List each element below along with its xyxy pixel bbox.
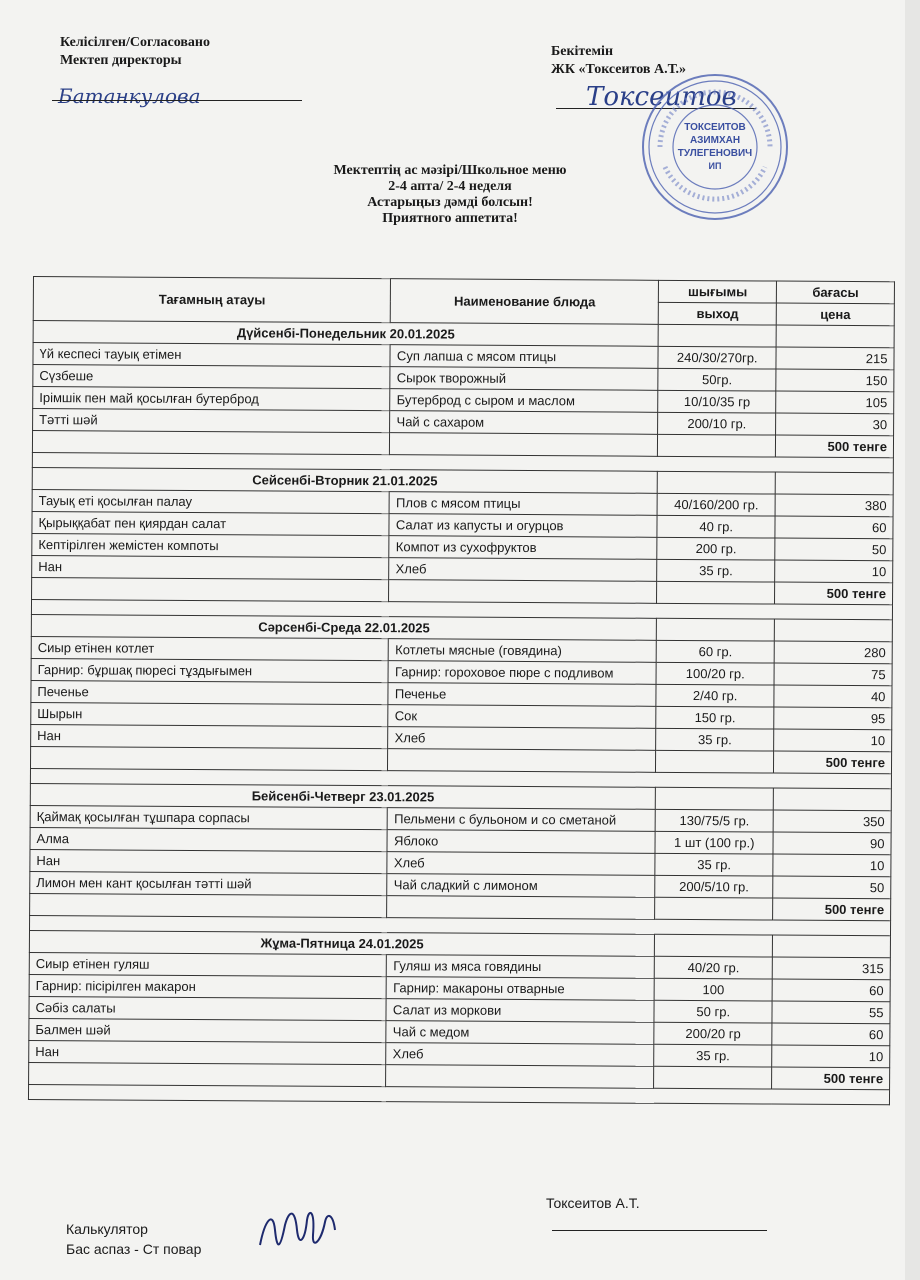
dish-name-kz: Тауық еті қосылған палау xyxy=(32,489,390,513)
empty-cell xyxy=(774,619,892,642)
dish-price: 215 xyxy=(776,347,894,370)
empty-cell xyxy=(656,787,774,810)
dish-price: 60 xyxy=(772,979,890,1002)
stamp-line-2: АЗИМХАН xyxy=(689,135,741,146)
dish-output: 100/20 гр. xyxy=(656,662,774,685)
empty-cell xyxy=(32,431,390,455)
dish-name-kz: Сәбіз салаты xyxy=(29,996,387,1020)
dish-name-kz: Сиыр етінен гуляш xyxy=(29,952,387,976)
agreed-label: Келісілген/Согласовано xyxy=(60,35,210,50)
dish-name-ru: Пельмени с бульоном и со сметаной xyxy=(388,808,656,832)
approval-block-left xyxy=(60,34,210,70)
empty-cell xyxy=(29,1062,387,1086)
empty-cell xyxy=(388,749,656,773)
dish-price: 90 xyxy=(773,832,891,855)
dish-name-kz: Қаймақ қосылған тұшпара сорпасы xyxy=(30,805,388,829)
dish-name-kz: Тәтті шәй xyxy=(33,409,391,433)
day-title: Жұма-Пятница 24.01.2025 xyxy=(29,930,654,956)
day-title: Сейсенбі-Вторник 21.01.2025 xyxy=(32,467,657,493)
title-line-2: 2-4 апта/ 2-4 неделя xyxy=(388,179,512,194)
dish-name-ru: Хлеб xyxy=(387,852,655,876)
cook-name: Токсеитов А.Т. xyxy=(546,1195,640,1211)
approved-label: Бекітемін xyxy=(551,44,614,59)
dish-name-ru: Сок xyxy=(388,705,656,729)
empty-cell xyxy=(655,934,773,957)
empty-cell xyxy=(386,1065,654,1089)
title-line-3: Астарыңыз дәмді болсын! xyxy=(367,195,533,210)
dish-name-kz: Сиыр етінен котлет xyxy=(31,636,389,660)
dish-name-kz: Шырын xyxy=(31,702,389,726)
dish-output: 10/10/35 гр xyxy=(658,390,776,413)
dish-output: 35 гр. xyxy=(654,1044,772,1067)
dish-name-ru: Плов с мясом птицы xyxy=(389,492,657,516)
column-header-price-kz: бағасы xyxy=(777,281,895,304)
dish-output: 240/30/270гр. xyxy=(658,346,776,369)
dish-name-ru: Печенье xyxy=(388,683,656,707)
day-total: 500 тенге xyxy=(774,751,892,774)
entrepreneur-signature: Токсеитов xyxy=(586,82,737,112)
empty-cell xyxy=(30,893,388,917)
dish-output: 50 гр. xyxy=(654,1000,772,1023)
dish-price: 10 xyxy=(774,729,892,752)
dish-name-kz: Кептірілген жемістен компоты xyxy=(32,533,390,557)
dish-name-ru: Салат из моркови xyxy=(386,999,654,1023)
dish-price: 50 xyxy=(775,538,893,561)
dish-name-kz: Нан xyxy=(29,1040,387,1064)
day-total: 500 тенге xyxy=(776,435,894,458)
dish-output: 40 гр. xyxy=(657,515,775,538)
dish-price: 280 xyxy=(774,641,892,664)
chef-signature xyxy=(255,1200,345,1260)
empty-cell xyxy=(658,324,776,347)
dish-price: 10 xyxy=(775,560,893,583)
dish-output: 35 гр. xyxy=(657,559,775,582)
empty-cell xyxy=(657,581,775,604)
dish-output: 60 гр. xyxy=(656,640,774,663)
empty-cell xyxy=(776,325,894,348)
dish-name-ru: Гуляш из мяса говядины xyxy=(387,955,655,979)
dish-output: 35 гр. xyxy=(655,853,773,876)
dish-name-ru: Чай с сахаром xyxy=(390,411,658,435)
dish-name-ru: Бутерброд с сыром и маслом xyxy=(390,389,658,413)
dish-name-kz: Алма xyxy=(30,827,388,851)
dish-price: 10 xyxy=(772,1045,890,1068)
dish-name-ru: Чай с медом xyxy=(386,1021,654,1045)
empty-cell xyxy=(656,750,774,773)
dish-name-ru: Чай сладкий с лимоном xyxy=(387,874,655,898)
empty-cell xyxy=(389,580,657,604)
dish-output: 2/40 гр. xyxy=(656,684,774,707)
day-total: 500 тенге xyxy=(772,1067,890,1090)
column-header-price-ru: цена xyxy=(776,303,894,326)
day-title: Дүйсенбі-Понедельник 20.01.2025 xyxy=(33,321,658,347)
dish-price: 105 xyxy=(776,391,894,414)
director-signature-line xyxy=(52,100,302,101)
day-total: 500 тенге xyxy=(775,582,893,605)
dish-name-ru: Суп лапша с мясом птицы xyxy=(390,345,658,369)
menu-title xyxy=(240,163,660,227)
dish-output: 100 xyxy=(654,978,772,1001)
stamp-line-1: ТОКСЕИТОВ xyxy=(684,122,746,133)
title-line-1: Мектептің ас мәзірі/Школьное меню xyxy=(333,163,567,178)
dish-price: 50 xyxy=(773,876,891,899)
dish-name-kz: Нан xyxy=(32,555,390,579)
empty-cell xyxy=(773,788,891,811)
dish-price: 350 xyxy=(773,810,891,833)
dish-price: 10 xyxy=(773,854,891,877)
official-stamp xyxy=(640,72,790,222)
dish-output: 40/20 гр. xyxy=(655,956,773,979)
empty-cell xyxy=(657,618,775,641)
calculator-label: Калькулятор xyxy=(66,1221,148,1237)
head-chef-label: Бас аспаз - Ст повар xyxy=(66,1241,202,1257)
dish-name-ru: Хлеб xyxy=(386,1043,654,1067)
empty-cell xyxy=(30,746,388,770)
day-title: Бейсенбі-Четверг 23.01.2025 xyxy=(30,783,655,809)
dish-name-kz: Нан xyxy=(30,849,388,873)
dish-output: 200 гр. xyxy=(657,537,775,560)
dish-price: 55 xyxy=(772,1001,890,1024)
entrepreneur-label: ЖК «Токсеитов А.Т.» xyxy=(551,62,687,77)
footer-left xyxy=(66,1219,201,1259)
dish-price: 315 xyxy=(772,957,890,980)
dish-price: 75 xyxy=(774,663,892,686)
empty-cell xyxy=(655,897,773,920)
stamp-line-3: ТУЛЕГЕНОВИЧ xyxy=(677,148,753,159)
dish-output: 200/5/10 гр. xyxy=(655,875,773,898)
dish-output: 35 гр. xyxy=(656,728,774,751)
dish-output: 200/10 гр. xyxy=(658,412,776,435)
dish-name-kz: Нан xyxy=(31,724,389,748)
dish-name-ru: Хлеб xyxy=(389,558,657,582)
dish-price: 30 xyxy=(776,413,894,436)
day-total: 500 тенге xyxy=(773,898,891,921)
empty-cell xyxy=(387,896,655,920)
dish-price: 60 xyxy=(772,1023,890,1046)
column-header-output-ru: выход xyxy=(658,302,776,325)
dish-price: 380 xyxy=(775,494,893,517)
dish-price: 60 xyxy=(775,516,893,539)
empty-cell xyxy=(658,434,776,457)
column-header-output-kz: шығымы xyxy=(659,280,777,303)
dish-name-ru: Гарнир: гороховое пюре с подливом xyxy=(388,661,656,685)
director-signature: Батанкулова xyxy=(58,84,201,108)
dish-output: 40/160/200 гр. xyxy=(657,493,775,516)
dish-name-ru: Гарнир: макароны отварные xyxy=(387,977,655,1001)
empty-cell xyxy=(654,1066,772,1089)
menu-table-body xyxy=(28,321,894,1105)
column-header-kz: Тағамның атауы xyxy=(33,277,391,323)
dish-name-kz: Сүзбеше xyxy=(33,365,391,389)
dish-output: 1 шт (100 гр.) xyxy=(655,831,773,854)
dish-name-ru: Яблоко xyxy=(387,830,655,854)
dish-name-kz: Балмен шәй xyxy=(29,1018,387,1042)
dish-price: 95 xyxy=(774,707,892,730)
dish-name-kz: Үй кеспесі тауық етімен xyxy=(33,343,391,367)
dish-price: 40 xyxy=(774,685,892,708)
dish-name-ru: Компот из сухофруктов xyxy=(389,536,657,560)
empty-cell xyxy=(773,935,891,958)
cook-signature-line xyxy=(552,1230,767,1231)
dish-output: 50гр. xyxy=(658,368,776,391)
column-header-ru: Наименование блюда xyxy=(391,279,659,325)
menu-table xyxy=(28,276,895,1105)
stamp-line-4: ИП xyxy=(708,161,722,171)
dish-name-ru: Салат из капусты и огурцов xyxy=(389,514,657,538)
dish-name-kz: Гарнир: пісірілген макарон xyxy=(29,974,387,998)
dish-name-ru: Хлеб xyxy=(388,727,656,751)
title-line-4: Приятного аппетита! xyxy=(382,211,518,226)
dish-price: 150 xyxy=(776,369,894,392)
dish-name-kz: Печенье xyxy=(31,680,389,704)
empty-cell xyxy=(390,433,658,457)
dish-name-kz: Ірімшік пен май қосылған бутерброд xyxy=(33,387,391,411)
dish-name-kz: Гарнир: бұршақ пюресі тұздығымен xyxy=(31,658,389,682)
day-title: Сәрсенбі-Среда 22.01.2025 xyxy=(31,614,656,640)
empty-cell xyxy=(657,471,775,494)
dish-name-ru: Сырок творожный xyxy=(390,367,658,391)
school-director-label: Мектеп директоры xyxy=(60,53,182,68)
dish-name-kz: Қырыққабат пен қиярдан салат xyxy=(32,511,390,535)
dish-output: 150 гр. xyxy=(656,706,774,729)
dish-output: 200/20 гр xyxy=(654,1022,772,1045)
dish-output: 130/75/5 гр. xyxy=(655,809,773,832)
dish-name-ru: Котлеты мясные (говядина) xyxy=(389,639,657,663)
dish-name-kz: Лимон мен кант қосылған тәтті шәй xyxy=(30,871,388,895)
empty-cell xyxy=(775,472,893,495)
background-edge xyxy=(905,0,920,1280)
empty-cell xyxy=(32,577,390,601)
